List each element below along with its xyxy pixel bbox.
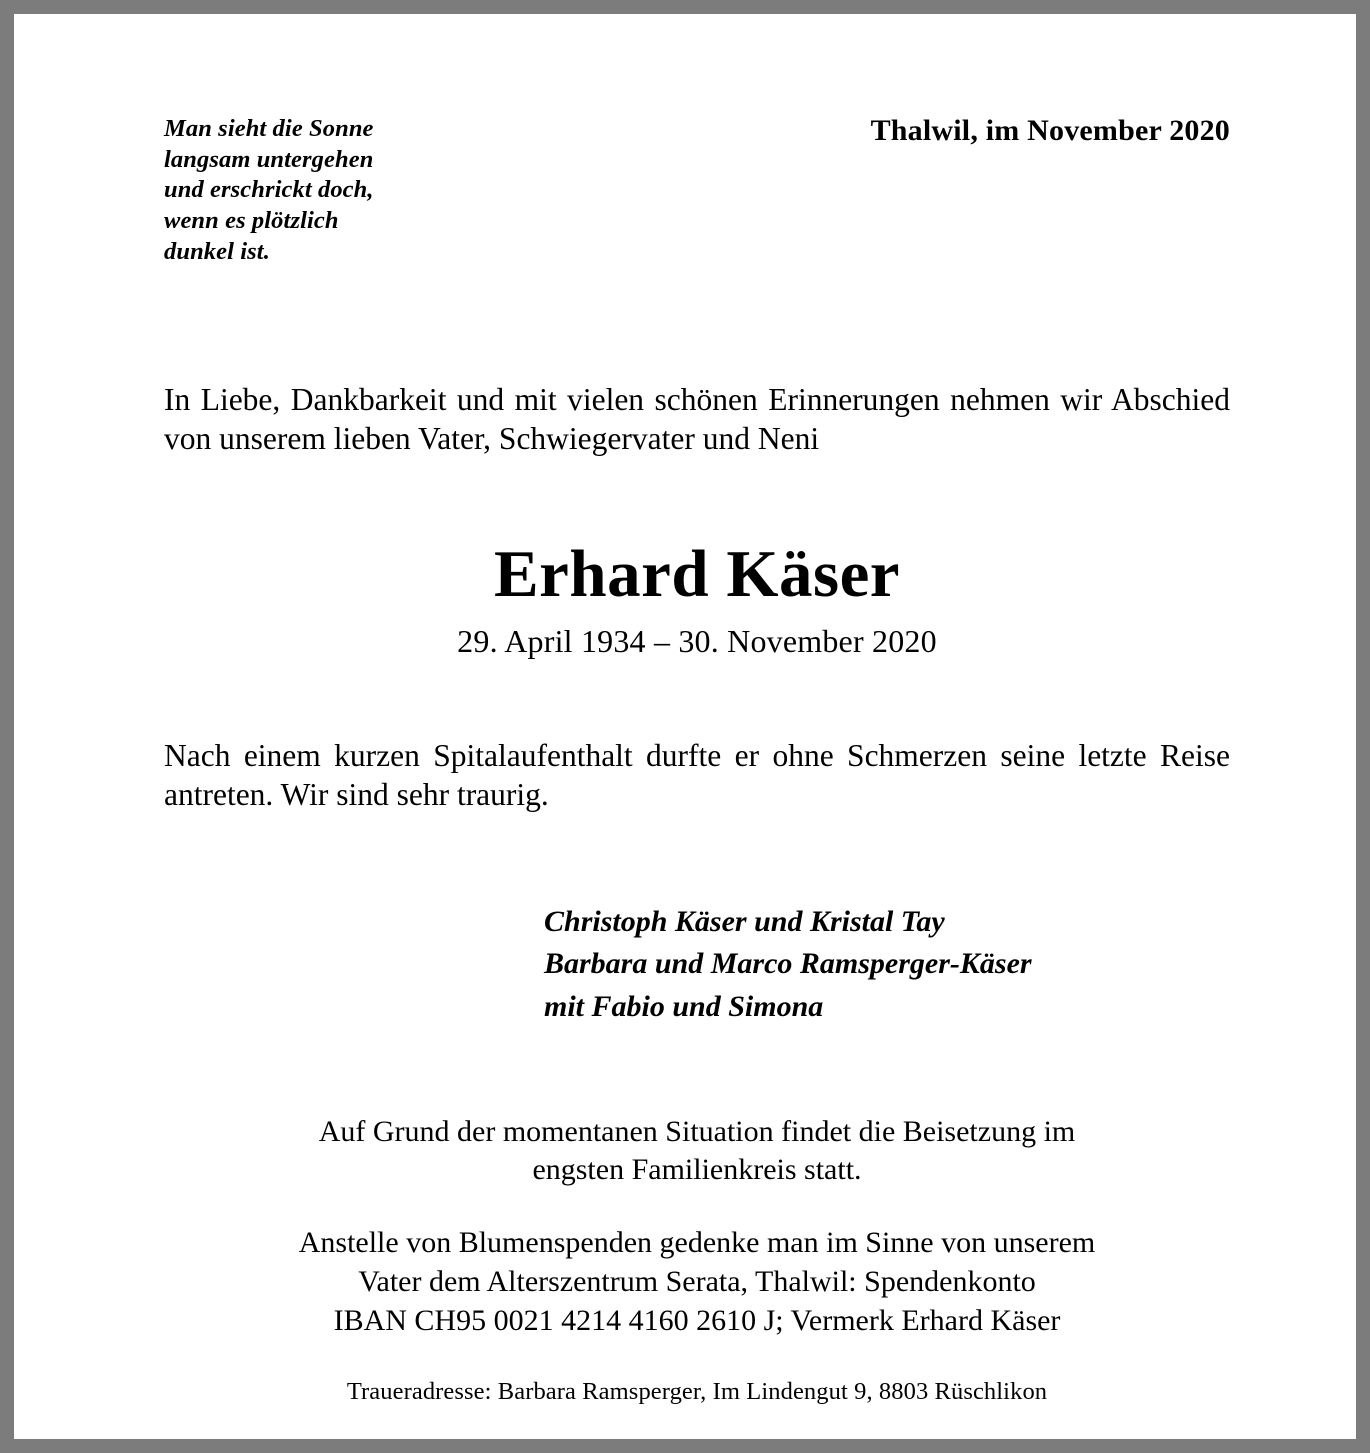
survivor-line-1: Christoph Käser und Kristal Tay <box>544 904 945 938</box>
epitaph-line-4: wenn es plötzlich <box>164 206 339 234</box>
funeral-notice-line-2: engsten Familienkreis statt. <box>532 1153 862 1187</box>
obituary-content <box>164 14 1230 1439</box>
obituary-card <box>14 14 1356 1439</box>
epitaph-line-5: dunkel ist. <box>164 237 270 265</box>
epitaph-line-3: und erschrickt doch, <box>164 176 374 204</box>
survivors-list <box>544 901 1230 1029</box>
life-dates: 29. April 1934 – 30. November 2020 <box>457 623 937 660</box>
place-and-date: Thalwil, im November 2020 <box>870 114 1230 147</box>
introduction-paragraph: In Liebe, Dankbarkeit und mit vielen schönen Erinnerungen nehmen wir Abschied von unserem lieben Vater, Schwiegervater und Neni <box>164 382 1230 457</box>
mourning-address: Traueradresse: Barbara Ramsperger, Im Lindengut 9, 8803 Rüschlikon <box>346 1378 1048 1406</box>
body-paragraph: Nach einem kurzen Spitalaufenthalt durfte er ohne Schmerzen seine letzte Reise antreten. Wir sind sehr traurig. <box>164 738 1230 813</box>
funeral-notice <box>164 1113 1230 1190</box>
donation-notice-line-1: Anstelle von Blumenspenden gedenke man im Sinne von unserem <box>298 1226 1096 1260</box>
header-row <box>164 14 1230 284</box>
donation-notice <box>164 1223 1230 1340</box>
survivor-line-3: mit Fabio und Simona <box>544 990 824 1024</box>
donation-notice-line-3: IBAN CH95 0021 4214 4160 2610 J; Vermerk Erhard Käser <box>333 1304 1061 1338</box>
epitaph-line-1: Man sieht die Sonne <box>164 115 374 142</box>
donation-notice-line-2: Vater dem Alterszentrum Serata, Thalwil: Spendenkonto <box>358 1265 1036 1299</box>
epitaph-verse <box>164 114 464 267</box>
funeral-notice-line-1: Auf Grund der momentanen Situation findet die Beisetzung im <box>318 1114 1076 1148</box>
deceased-name: Erhard Käser <box>493 537 901 612</box>
survivor-line-2: Barbara und Marco Ramsperger-Käser <box>544 947 1032 981</box>
epitaph-line-2: langsam untergehen <box>164 145 374 173</box>
